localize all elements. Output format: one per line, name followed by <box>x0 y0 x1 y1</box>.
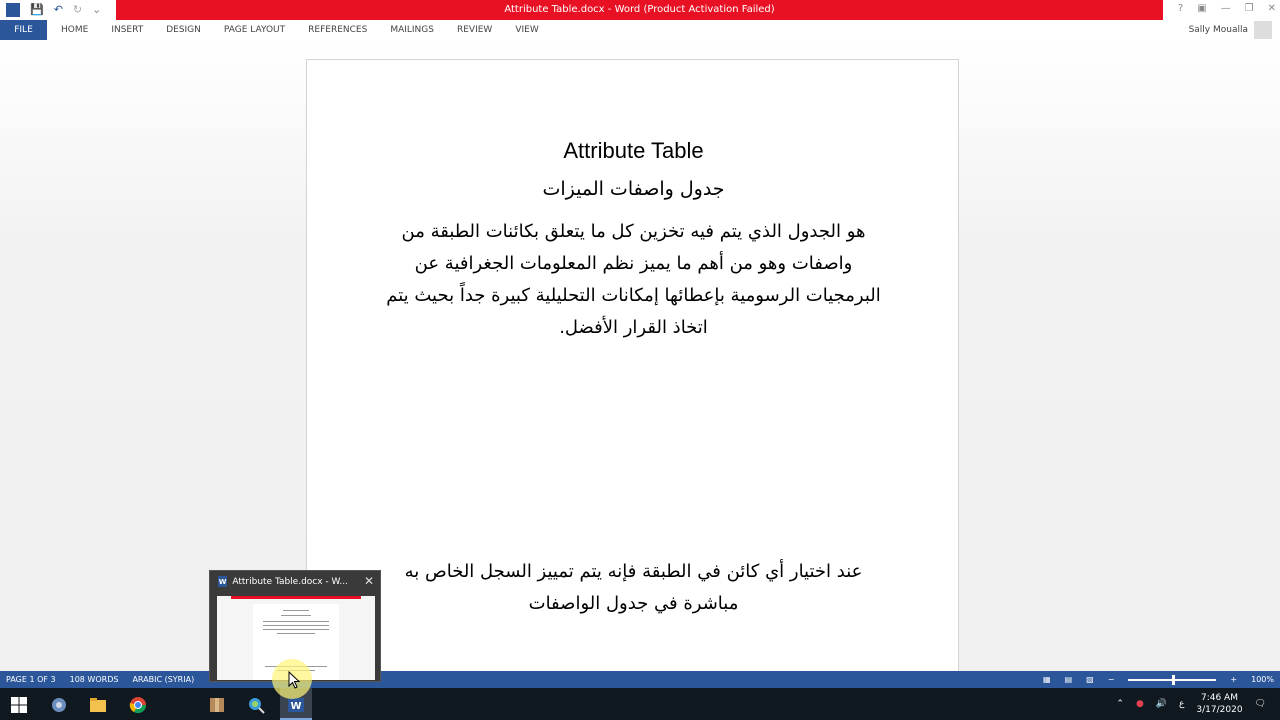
save-icon[interactable]: 💾 <box>30 3 44 16</box>
tab-page-layout[interactable]: PAGE LAYOUT <box>223 25 286 35</box>
minimize-icon[interactable]: — <box>1220 3 1231 14</box>
system-tray <box>1116 688 1266 720</box>
user-name[interactable]: Sally Moualla <box>1188 25 1248 35</box>
document-canvas[interactable] <box>0 40 1280 671</box>
read-mode-icon[interactable]: ▦ <box>1043 675 1051 684</box>
help-icon[interactable]: ? <box>1177 3 1184 14</box>
document-subtitle: جدول واصفات الميزات <box>542 178 725 200</box>
tab-references[interactable]: REFERENCES <box>308 25 368 35</box>
thumbnail-text-line <box>263 625 329 626</box>
zoom-in-icon[interactable]: + <box>1230 675 1238 684</box>
thumbnail-titlebar <box>231 596 361 599</box>
print-layout-icon[interactable]: ▤ <box>1064 675 1073 684</box>
tab-file[interactable]: FILE <box>0 20 47 40</box>
mouse-cursor-icon <box>288 671 300 689</box>
word-logo-icon: W <box>6 3 20 16</box>
ribbon-tabs <box>0 20 1280 40</box>
clock-date: 3/17/2020 <box>1196 705 1243 715</box>
ime-indicator[interactable]: ع <box>1179 699 1185 709</box>
gear-app-icon[interactable] <box>50 696 68 714</box>
volume-icon[interactable]: 🔊 <box>1155 699 1168 709</box>
show-hidden-icons-icon[interactable]: ⌃ <box>1116 699 1124 709</box>
thumbnail-text-line <box>281 615 311 616</box>
page-count[interactable]: PAGE 1 OF 3 <box>6 675 56 684</box>
paragraph-2: عند اختيار أي كائن في الطبقة فإنه يتم تمييز السجل الخاص به مباشرة في جدول الواصفات <box>404 561 863 614</box>
paragraph-1: هو الجدول الذي يتم فيه تخزين كل ما يتعلق بكائنات الطبقة من واصفات وهو من أهم ما يميز نظم المعلومات الجغرافية عن البرمجيات الرسومية بإعطائها إمكانات التحليلية كبيرة جداً بحيث يتم اتخاذ القرار الأفضل. <box>386 221 881 338</box>
windows-start-icon[interactable] <box>10 696 28 714</box>
restore-icon[interactable]: ❐ <box>1244 3 1254 14</box>
file-explorer-icon[interactable] <box>89 696 107 714</box>
thumbnail-text-line <box>263 621 329 622</box>
notifications-icon[interactable]: 🗨 <box>1254 699 1266 709</box>
zoom-out-icon[interactable]: − <box>1107 675 1115 684</box>
word-count[interactable]: 108 WORDS <box>69 675 119 684</box>
close-icon[interactable]: ✕ <box>363 574 374 588</box>
thumbnail-text-line <box>283 610 309 611</box>
document-title: Attribute Table <box>563 138 704 163</box>
window-title: Attribute Table.docx - Word (Product Activation Failed) <box>116 0 1163 20</box>
avatar[interactable] <box>1254 21 1272 39</box>
zoom-slider[interactable] <box>1128 679 1216 681</box>
window-controls <box>1178 3 1276 14</box>
clock[interactable] <box>1196 692 1242 716</box>
thumbnail-text-line <box>277 633 315 634</box>
status-bar <box>0 671 1280 688</box>
clock-time: 7:46 AM <box>1200 693 1238 703</box>
record-icon[interactable]: ● <box>1135 699 1144 709</box>
tab-insert[interactable]: INSERT <box>111 25 144 35</box>
title-bar <box>0 0 1280 20</box>
svg-text:W: W <box>290 701 302 712</box>
customize-qat-icon[interactable]: ⌄ <box>92 3 102 16</box>
ribbon-display-icon[interactable]: ▣ <box>1197 3 1207 14</box>
taskbar <box>0 688 1280 720</box>
gis-app-icon[interactable] <box>247 696 265 714</box>
web-layout-icon[interactable]: ▧ <box>1086 675 1094 684</box>
thumbnail-text-line <box>263 629 329 630</box>
tab-home[interactable]: HOME <box>61 25 89 35</box>
zoom-thumb[interactable] <box>1172 675 1175 685</box>
document-page[interactable] <box>306 59 959 679</box>
word-logo-icon: W <box>218 577 227 586</box>
undo-icon[interactable]: ↶ <box>53 3 63 16</box>
close-icon[interactable]: ✕ <box>1267 3 1276 14</box>
tab-review[interactable]: REVIEW <box>456 25 493 35</box>
tab-mailings[interactable]: MAILINGS <box>390 25 434 35</box>
archive-app-icon[interactable] <box>208 696 226 714</box>
redo-icon[interactable]: ↻ <box>72 3 83 16</box>
tab-view[interactable]: VIEW <box>515 25 539 35</box>
zoom-level[interactable]: 100% <box>1251 675 1274 684</box>
tab-design[interactable]: DESIGN <box>166 25 201 35</box>
preview-title: Attribute Table.docx - W... <box>232 576 348 587</box>
quick-access-toolbar <box>6 2 101 18</box>
chrome-icon[interactable] <box>129 696 147 714</box>
language-indicator[interactable]: ARABIC (SYRIA) <box>132 675 195 684</box>
